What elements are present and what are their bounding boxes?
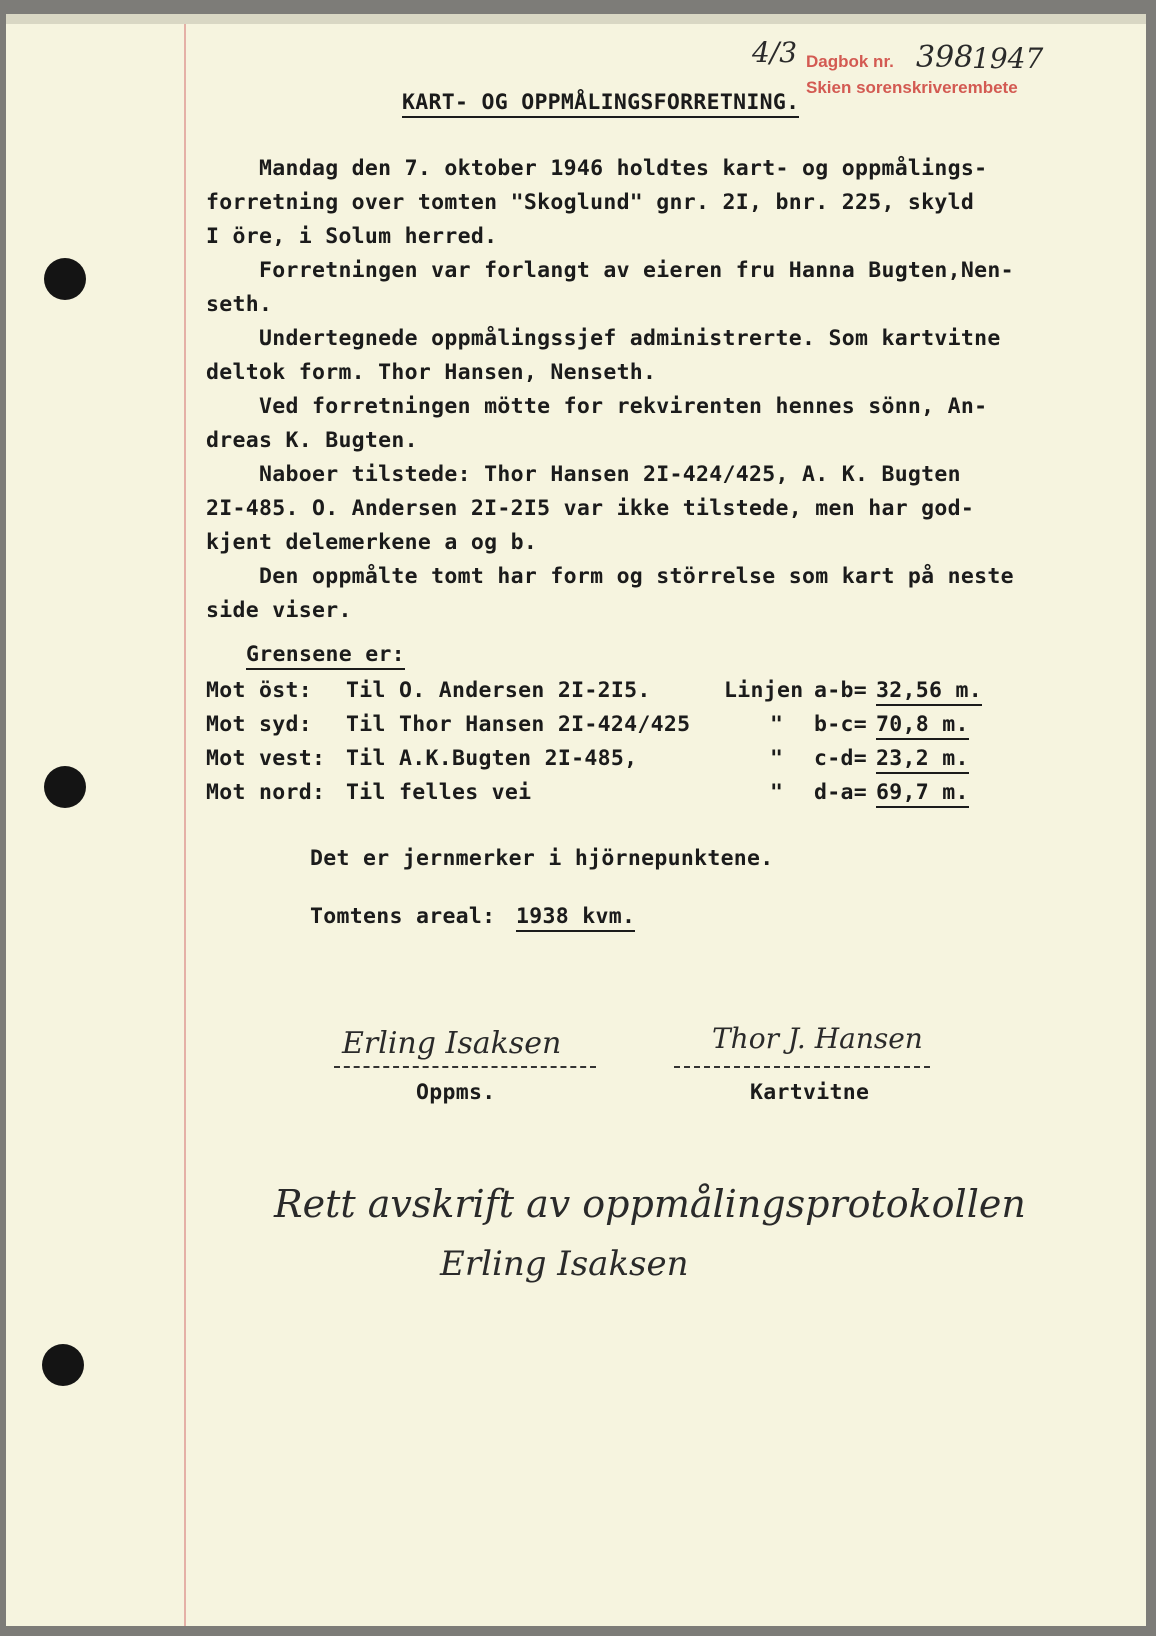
boundary-neighbor: Til Thor Hansen 2I-424/425 bbox=[346, 712, 691, 737]
boundary-side: Mot nord: bbox=[206, 780, 326, 805]
body-line: deltok form. Thor Hansen, Nenseth. bbox=[206, 360, 657, 385]
boundary-segment: b-c= bbox=[814, 712, 867, 737]
top-edge bbox=[6, 14, 1146, 24]
body-line: Ved forretningen mötte for rekvirenten hennes sönn, An- bbox=[206, 394, 988, 419]
signature-witness: Thor J. Hansen bbox=[712, 1022, 923, 1055]
body-line: dreas K. Bugten. bbox=[206, 428, 418, 453]
body-line: Den oppmålte tomt har form og störrelse som kart på neste bbox=[206, 564, 1014, 589]
handwritten-fraction: 4/3 bbox=[752, 36, 798, 69]
document-page bbox=[6, 14, 1146, 1626]
boundary-length: 23,2 m. bbox=[876, 746, 969, 774]
body-line: Forretningen var forlangt av eieren fru Hanna Bugten,Nen- bbox=[206, 258, 1014, 283]
boundaries-heading: Grensene er: bbox=[246, 642, 405, 670]
boundary-segment: a-b= bbox=[814, 678, 867, 703]
boundary-ditto: " bbox=[770, 712, 784, 737]
signature-line-surveyor bbox=[334, 1066, 596, 1068]
witness-title: Kartvitne bbox=[750, 1080, 870, 1105]
stamp-office: Skien sorenskriverembete bbox=[806, 78, 1018, 97]
signature-surveyor: Erling Isaksen bbox=[342, 1026, 562, 1061]
body-line: Undertegnede oppmålingssjef administrerte. Som kartvitne bbox=[206, 326, 1001, 351]
boundary-segment: d-a= bbox=[814, 780, 867, 805]
stamp-label: Dagbok nr. bbox=[806, 52, 894, 71]
boundary-side: Mot vest: bbox=[206, 746, 326, 771]
boundary-line-label: Linjen bbox=[724, 678, 804, 703]
punch-hole-bottom bbox=[42, 1344, 84, 1386]
corner-marks-note: Det er jernmerker i hjörnepunktene. bbox=[310, 846, 774, 871]
boundary-side: Mot öst: bbox=[206, 678, 312, 703]
boundary-side: Mot syd: bbox=[206, 712, 312, 737]
area-label: Tomtens areal: bbox=[310, 904, 496, 929]
signature-line-witness bbox=[674, 1066, 930, 1068]
punch-hole-middle bbox=[44, 766, 86, 808]
body-line: Naboer tilstede: Thor Hansen 2I-424/425, A. K. Bugten bbox=[206, 462, 961, 487]
boundary-ditto: " bbox=[770, 746, 784, 771]
surveyor-title: Oppms. bbox=[416, 1080, 496, 1105]
boundary-segment: c-d= bbox=[814, 746, 867, 771]
margin-line bbox=[184, 24, 186, 1626]
body-line: side viser. bbox=[206, 598, 352, 623]
boundary-neighbor: Til A.K.Bugten 2I-485, bbox=[346, 746, 638, 771]
stamp-year: 1947 bbox=[972, 42, 1044, 75]
boundary-length: 70,8 m. bbox=[876, 712, 969, 740]
body-line: 2I-485. O. Andersen 2I-2I5 var ikke tilstede, men har god- bbox=[206, 496, 975, 521]
body-line: seth. bbox=[206, 292, 273, 317]
area-value: 1938 kvm. bbox=[516, 904, 635, 932]
body-line: kjent delemerkene a og b. bbox=[206, 530, 538, 555]
document-title: KART- OG OPPMÅLINGSFORRETNING. bbox=[402, 90, 799, 118]
stamp-number: 398 bbox=[916, 40, 974, 75]
boundary-length: 32,56 m. bbox=[876, 678, 982, 706]
body-line: forretning over tomten "Skoglund" gnr. 2I, bnr. 225, skyld bbox=[206, 190, 975, 215]
boundary-neighbor: Til O. Andersen 2I-2I5. bbox=[346, 678, 651, 703]
boundary-length: 69,7 m. bbox=[876, 780, 969, 808]
punch-hole-top bbox=[44, 258, 86, 300]
certification-signature: Erling Isaksen bbox=[440, 1244, 689, 1284]
body-line: Mandag den 7. oktober 1946 holdtes kart- og oppmålings- bbox=[206, 156, 988, 181]
boundary-neighbor: Til felles vei bbox=[346, 780, 532, 805]
boundary-ditto: " bbox=[770, 780, 784, 805]
body-line: I öre, i Solum herred. bbox=[206, 224, 498, 249]
certification-line: Rett avskrift av oppmålingsprotokollen bbox=[274, 1182, 1026, 1226]
